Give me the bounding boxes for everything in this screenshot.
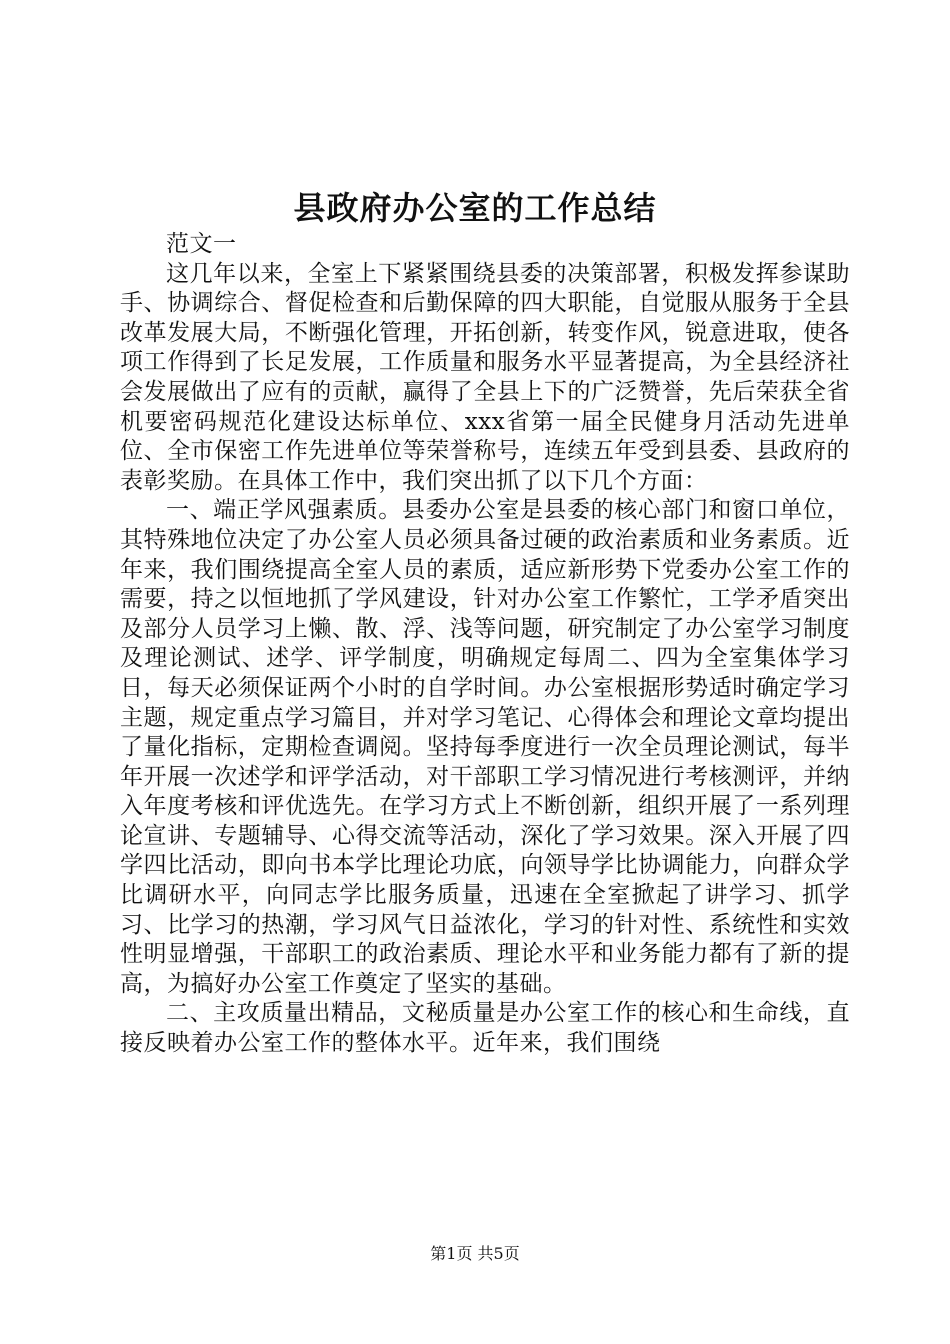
document-body bbox=[120, 230, 850, 1059]
section-label: 范文一 bbox=[166, 231, 237, 257]
page-footer: 第1页 共5页 bbox=[430, 1244, 520, 1263]
paragraph-section-1: 一、端正学风强素质。县委办公室是县委的核心部门和窗口单位，其特殊地位决定了办公室人员必须具备过硬的政治素质和业务素质。近年来，我们围绕提高全室人员的素质，适应新形势下党委办公室工作的需要，持之以恒地抓了学风建设，针对办公室工作繁忙，工学矛盾突出及部分人员学习上懒、散、浮、浅等问题，研究制定了办公室学习制度及理论测试、述学、评学制度，明确规定每周二、四为全室集体学习日，每天必须保证两个小时的自学时间。办公室根据形势适时确定学习主题，规定重点学习篇目，并对学习笔记、心得体会和理论文章均提出了量化指标，定期检查调阅。坚持每季度进行一次全员理论测试，每半年开展一次述学和评学活动，对干部职工学习情况进行考核测评，并纳入年度考核和评优选先。在学习方式上不断创新，组织开展了一系列理论宣讲、专题辅导、心得交流等活动，深化了学习效果。深入开展了四学四比活动，即向书本学比理论功底，向领导学比协调能力，向群众学比调研水平，向同志学比服务质量，迅速在全室掀起了讲学习、抓学习、比学习的热潮，学习风气日益浓化，学习的针对性、系统性和实效性明显增强，干部职工的政治素质、理论水平和业务能力都有了新的提高，为搞好办公室工作奠定了坚实的基础。 bbox=[120, 497, 850, 997]
document-title: 县政府办公室的工作总结 bbox=[293, 189, 657, 227]
paragraph-section-2: 二、主攻质量出精品，文秘质量是办公室工作的核心和生命线，直接反映着办公室工作的整体水平。近年来，我们围绕 bbox=[120, 1000, 850, 1057]
paragraph-intro: 这几年以来，全室上下紧紧围绕县委的决策部署，积极发挥参谋助手、协调综合、督促检查和后勤保障的四大职能，自觉服从服务于全县改革发展大局，不断强化管理，开拓创新，转变作风，锐意进取，使各项工作得到了长足发展，工作质量和服务水平显著提高，为全县经济社会发展做出了应有的贡献，赢得了全县上下的广泛赞誉，先后荣获全省机要密码规范化建设达标单位、xxx省第一届全民健身月活动先进单位、全市保密工作先进单位等荣誉称号，连续五年受到县委、县政府的表彰奖励。在具体工作中，我们突出抓了以下几个方面： bbox=[120, 260, 850, 494]
